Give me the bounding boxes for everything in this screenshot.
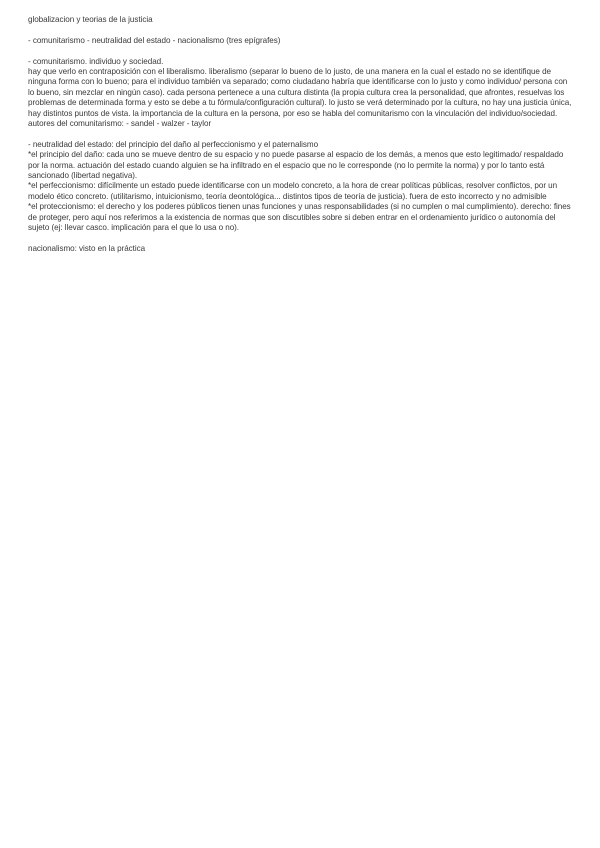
document-title-block: [28, 15, 574, 25]
principio-dano-paragraph: *el principio del daño: cada uno se mueve dentro de su espacio y no puede pasarse al espacio de los demás, a menos que esto legitimado/ respaldado por la norma. actuación del estado cuando alguien se ha infiltrado en el espacio que no le corresponde (no lo permite la norma) y por lo tanto está sancionado (libertad negativa).: [28, 150, 564, 181]
document-page: [28, 15, 574, 265]
topics-block: [28, 36, 574, 46]
perfeccionismo-paragraph: *el perfeccionismo: difícilmente un estado puede identificarse con un modelo concreto, a la hora de crear políticas públicas, resolver conflictos, por un modelo ético concreto. (utilitarismo, intuicionismo, teoría deontológica... distintos tipos de teoría de justicia). fuera de esto incorrecto y no admisible: [28, 181, 558, 201]
section-heading: - neutralidad del estado: del principio del daño al perfeccionismo y el paternalismo: [28, 139, 319, 149]
topics-line: - comunitarismo - neutralidad del estado - nacionalismo (tres epígrafes): [28, 35, 281, 45]
section-heading: nacionalismo: visto en la práctica: [28, 243, 146, 253]
section-comunitarismo: [28, 57, 574, 130]
document-title: globalizacion y teorias de la justicia: [28, 15, 153, 24]
section-paragraph: hay que verlo en contraposición con el liberalismo. liberalismo (separar lo bueno de lo justo, de una manera en la cual el estado no se identifique de ninguna forma con lo bueno; para el individuo también va separado; como ciudadano habría que identificarse con lo justo y como individuo/ persona con lo bueno, sin mezclar en ningún caso). cada persona pertenece a una cultura distinta (la propia cultura crea la personalidad, que afrontes, resuelvas los problemas de determinada forma y esto se debe a tu fórmula/configuración cultural). lo justo se verá determinado por la cultura, no hay una justicia única, hay distintos puntos de vista. la importancia de la cultura en la persona, por eso se habla del comunitarismo con la vinculación del individuo/sociedad.: [28, 67, 572, 118]
section-neutralidad: [28, 140, 574, 234]
authors-line: autores del comunitarismo: - sandel - walzer - taylor: [28, 119, 212, 129]
section-heading: - comunitarismo. individuo y sociedad.: [28, 56, 164, 66]
section-nacionalismo: [28, 244, 574, 254]
proteccionismo-paragraph: *el proteccionismo: el derecho y los poderes públicos tienen unas funciones y unas responsabilidades (si no cumplen o mal cumplimiento). derecho: fines de proteger, pero aquí nos referimos a la existencia de normas que son discutibles sobre si deben entrar en el ordenamiento jurídico o autonomía del sujeto (ej: llevar casco. implicación para el que lo usa o no).: [28, 202, 571, 233]
